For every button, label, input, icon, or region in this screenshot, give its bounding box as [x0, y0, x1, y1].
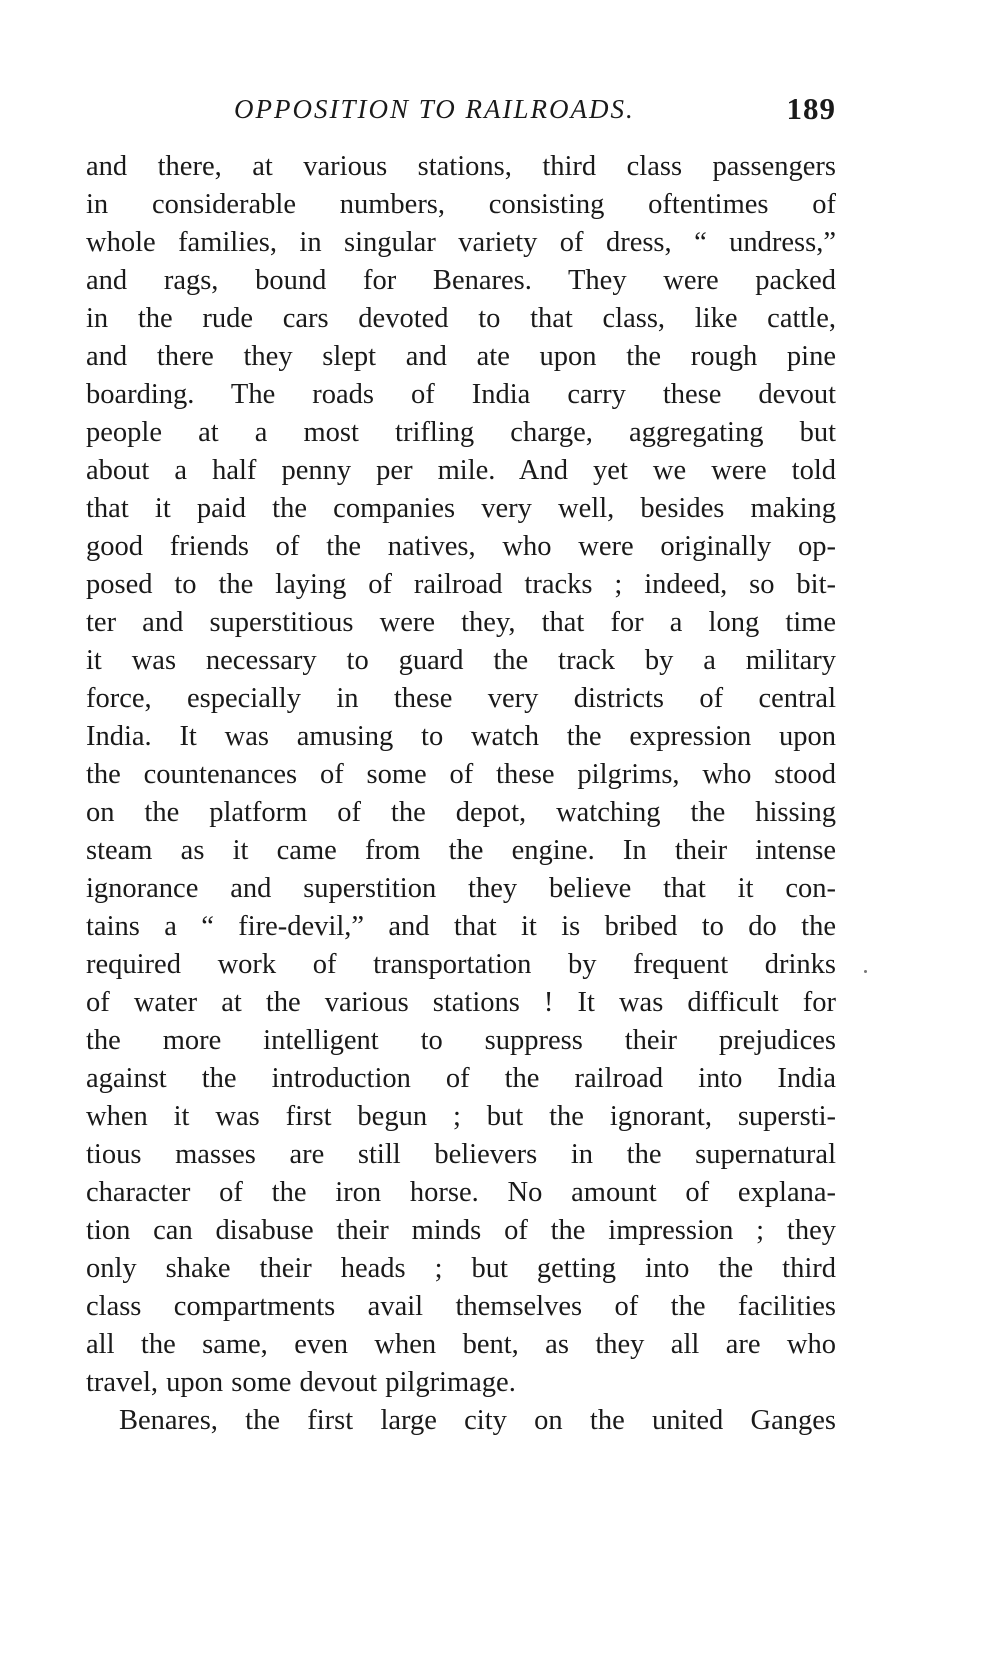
- text-line: in the rude cars devoted to that class, like cattle,: [86, 303, 836, 334]
- text-line: character of the iron horse. No amount of explana-: [86, 1177, 836, 1208]
- text-line: boarding. The roads of India carry these devout: [86, 379, 836, 410]
- text-line: and there they slept and ate upon the rough pine: [86, 341, 836, 372]
- text-line: good friends of the natives, who were originally op-: [86, 531, 836, 562]
- text-line: steam as it came from the engine. In their intense: [86, 835, 836, 866]
- paragraph-end-line: travel, upon some devout pilgrimage.: [86, 1367, 516, 1398]
- text-line: tains a “ fire-devil,” and that it is bribed to do the: [86, 911, 836, 942]
- text-line: people at a most trifling charge, aggregating but: [86, 417, 836, 448]
- paragraph-start-line: Benares, the first large city on the united Ganges: [119, 1405, 836, 1436]
- text-line: in considerable numbers, consisting oftentimes of: [86, 189, 836, 220]
- text-line: and there, at various stations, third class passengers: [86, 151, 836, 182]
- text-line: whole families, in singular variety of dress, “ undress,”: [86, 227, 836, 258]
- text-line: posed to the laying of railroad tracks ; indeed, so bit-: [86, 569, 836, 600]
- page-number: 189: [786, 91, 836, 126]
- running-head: [86, 91, 836, 134]
- text-line: tious masses are still believers in the supernatural: [86, 1139, 836, 1170]
- text-line: and rags, bound for Benares. They were packed: [86, 265, 836, 296]
- text-line: when it was first begun ; but the ignorant, supersti-: [86, 1101, 836, 1132]
- text-line: tion can disabuse their minds of the impression ; they: [86, 1215, 836, 1246]
- text-line: of water at the various stations ! It was difficult for: [86, 987, 836, 1018]
- body-text: [86, 148, 836, 1440]
- text-line: ter and superstitious were they, that for a long time: [86, 607, 836, 638]
- text-line: on the platform of the depot, watching the hissing: [86, 797, 836, 828]
- text-line: class compartments avail themselves of the facilities: [86, 1291, 836, 1322]
- text-line: force, especially in these very districts of central: [86, 683, 836, 714]
- text-line: the countenances of some of these pilgrims, who stood: [86, 759, 836, 790]
- text-line: against the introduction of the railroad into India: [86, 1063, 836, 1094]
- text-line: about a half penny per mile. And yet we were told: [86, 455, 836, 486]
- text-line: all the same, even when bent, as they all are who: [86, 1329, 836, 1360]
- scan-speck: [864, 970, 867, 973]
- running-title: OPPOSITION TO RAILROADS.: [234, 94, 635, 124]
- text-line: required work of transportation by frequent drinks: [86, 949, 836, 980]
- text-line: that it paid the companies very well, besides making: [86, 493, 836, 524]
- text-line: the more intelligent to suppress their prejudices: [86, 1025, 836, 1056]
- text-line: India. It was amusing to watch the expression upon: [86, 721, 836, 752]
- text-line: ignorance and superstition they believe that it con-: [86, 873, 836, 904]
- text-line: it was necessary to guard the track by a military: [86, 645, 836, 676]
- text-line: only shake their heads ; but getting into the third: [86, 1253, 836, 1284]
